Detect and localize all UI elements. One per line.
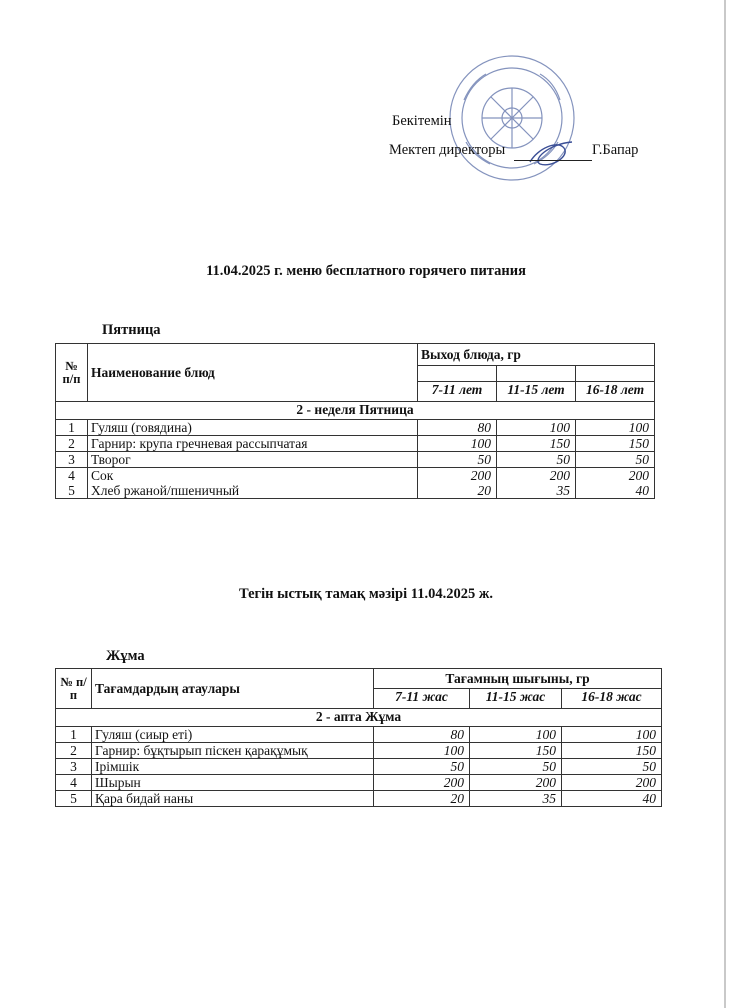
portion-16-18: 150 [562,743,662,759]
table-row [56,759,662,775]
row-number: 2 [56,436,88,452]
portion-7-11: 80 [418,420,497,436]
dish-name-pair [88,468,418,499]
portion-7-11: 200 [374,775,470,791]
ru-age-11-15: 11-15 лет [497,382,576,402]
portion-16-18: 100 [562,727,662,743]
table-row [56,420,655,436]
dish-name: Гарнир: бұқтырып піскен қарақұмық [92,743,374,759]
kz-col-output-header: Тағамның шығыны, гр [374,669,662,689]
row-number: 3 [56,759,92,775]
dish-name: Творог [88,452,418,468]
row-number: 1 [56,420,88,436]
ru-age-16-18: 16-18 лет [576,382,655,402]
ru-menu-title: 11.04.2025 г. меню бесплатного горячего питания [206,263,526,279]
dish-name: Гуляш (сиыр еті) [92,727,374,743]
kz-menu-table [55,668,662,807]
row-number: 1 [56,727,92,743]
approval-director-name: Г.Бапар [592,142,639,158]
ru-age-7-11: 7-11 лет [418,382,497,402]
table-row [56,727,662,743]
portion-16-18: 40 [635,483,650,498]
portion-7-11: 80 [374,727,470,743]
portion-11-15: 200 [470,775,562,791]
row-number: 4 [56,775,92,791]
portion-11-15: 200 [549,468,570,483]
kz-col-name-header: Тағамдардың атаулары [92,669,374,709]
kz-menu-title: Тегін ыстық тамақ мәзірі 11.04.2025 ж. [239,586,493,602]
portion-7-11: 50 [418,452,497,468]
portion-16-18: 40 [562,791,662,807]
ru-col-output-header: Выход блюда, гр [418,344,655,366]
row-number: 5 [68,483,75,498]
portion-7-11: 50 [374,759,470,775]
dish-name: Ірімшік [92,759,374,775]
row-number: 2 [56,743,92,759]
ru-week-label: 2 - неделя Пятница [56,402,655,420]
portion-7-11: 100 [374,743,470,759]
table-row [56,775,662,791]
page-edge [724,0,726,1008]
kz-day-label: Жұма [106,648,145,664]
portion-11-15: 100 [497,420,576,436]
table-row [56,743,662,759]
portion-11-15: 35 [556,483,570,498]
table-row [56,791,662,807]
approval-director-label: Мектеп директоры [389,142,506,158]
ru-day-label: Пятница [102,322,161,338]
dish-name: Гуляш (говядина) [88,420,418,436]
kz-age-11-15: 11-15 жас [470,689,562,709]
portion-11-15: 150 [497,436,576,452]
portion-16-18: 200 [628,468,650,483]
portion-7-11: 20 [374,791,470,807]
portion-11-15: 150 [470,743,562,759]
portion-16-18: 50 [562,759,662,775]
portion-16-18: 200 [562,775,662,791]
portion-16-18: 150 [576,436,655,452]
portion-11-15: 35 [470,791,562,807]
dish-name: Сок [91,468,114,483]
portion-11-15: 50 [470,759,562,775]
dish-name: Шырын [92,775,374,791]
portion-7-11-pair [418,468,497,499]
dish-name: Қара бидай наны [92,791,374,807]
row-number: 4 [68,468,75,483]
table-row [56,452,655,468]
portion-16-18-pair [576,468,655,499]
portion-7-11: 20 [477,483,491,498]
portion-16-18: 100 [576,420,655,436]
table-row [56,468,655,499]
ru-menu-table [55,343,655,499]
dish-name: Хлеб ржаной/пшеничный [91,483,240,498]
row-number-pair [56,468,88,499]
signature-line [514,160,592,161]
portion-16-18: 50 [576,452,655,468]
table-row [56,436,655,452]
kz-col-no-header: № п/п [56,669,92,709]
portion-11-15: 100 [470,727,562,743]
portion-11-15: 50 [497,452,576,468]
row-number: 3 [56,452,88,468]
portion-7-11: 100 [418,436,497,452]
approval-heading: Бекітемін [392,113,452,129]
portion-11-15-pair [497,468,576,499]
row-number: 5 [56,791,92,807]
portion-7-11: 200 [470,468,491,483]
kz-week-label: 2 - апта Жұма [56,709,662,727]
ru-col-name-header: Наименование блюд [88,344,418,402]
ru-col-no-header: № п/п [56,344,88,402]
kz-age-16-18: 16-18 жас [562,689,662,709]
kz-age-7-11: 7-11 жас [374,689,470,709]
dish-name: Гарнир: крупа гречневая рассыпчатая [88,436,418,452]
